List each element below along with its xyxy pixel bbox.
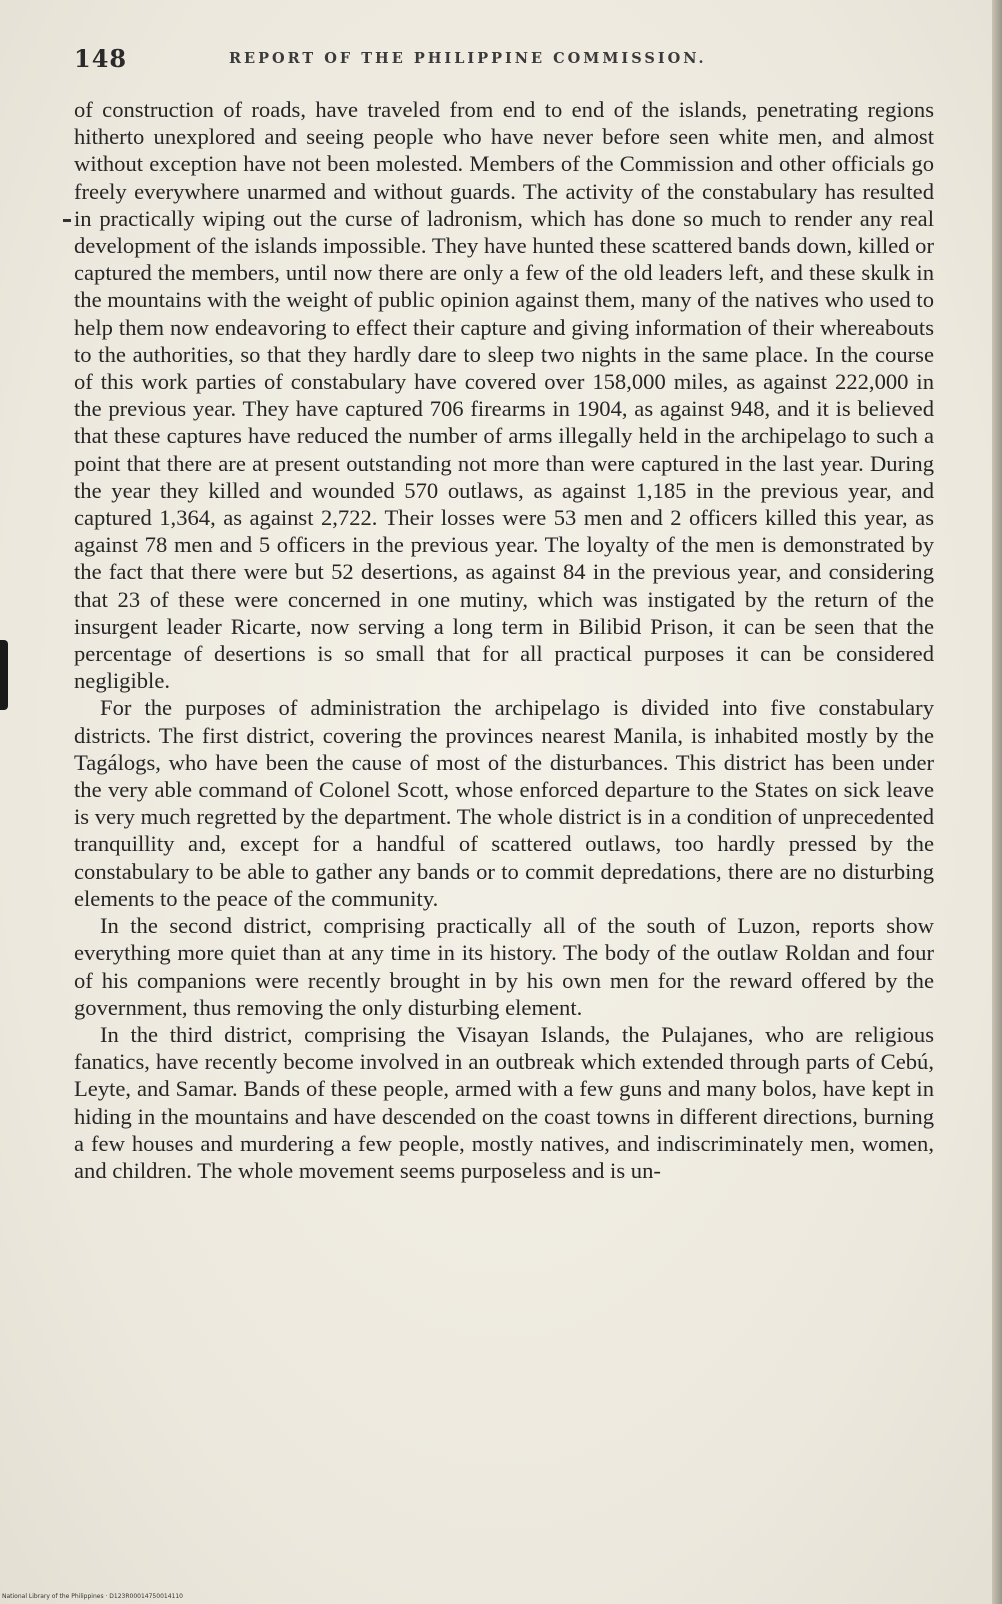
- body-text: [74, 96, 934, 1184]
- paragraph: of construction of roads, have traveled from end to end of the islands, penetrating regions hitherto unexplored and seeing people who have never before seen white men, and almost without exception have not been molested. Members of the Commission and other officials go freely everywhere unarmed and without guards. The activity of the constabulary has resulted in practically wiping out the curse of ladronism, which has done so much to render any real development of the islands impossible. They have hunted these scattered bands down, killed or captured the members, until now there are only a few of the old leaders left, and these skulk in the mountains with the weight of public opinion against them, many of the natives who used to help them now endeavoring to effect their capture and giving information of their whereabouts to the authorities, so that they hardly dare to sleep two nights in the same place. In the course of this work parties of constabulary have covered over 158,000 miles, as against 222,000 in the previous year. They have captured 706 firearms in 1904, as against 948, and it is believed that these captures have reduced the number of arms illegally held in the archipelago to such a point that there are at present outstanding not more than were captured in the last year. During the year they killed and wounded 570 outlaws, as against 1,185 in the previous year, and captured 1,364, as against 2,722. Their losses were 53 men and 2 officers killed this year, as against 78 men and 5 officers in the previous year. The loyalty of the men is demonstrated by the fact that there were but 52 desertions, as against 84 in the previous year, and considering that 23 of these were concerned in one mutiny, which was instigated by the return of the insurgent leader Ricarte, now serving a long term in Bilibid Prison, it can be seen that the percentage of desertions is so small that for all practical purposes it can be considered negligible.: [74, 97, 934, 694]
- scan-credit: National Library of the Philippines · D123R00014750014110: [2, 1593, 183, 1600]
- paragraph: In the second district, comprising practically all of the south of Luzon, reports show everything more quiet than at any time in its history. The body of the outlaw Roldan and four of his companions were recently brought in by his own men for the reward offered by the government, thus removing the only disturbing element.: [74, 913, 934, 1020]
- paragraph: In the third district, comprising the Visayan Islands, the Pulajanes, who are religious fanatics, have recently become involved in an outbreak which extended through parts of Cebú, Leyte, and Samar. Bands of these people, armed with a few guns and many bolos, have kept in hiding in the mountains and have descended on the coast towns in different directions, burning a few houses and murdering a few people, mostly natives, and indiscriminately men, women, and children. The whole movement seems purposeless and is un-: [74, 1021, 934, 1183]
- page-header: [74, 44, 932, 84]
- page-number: 148: [74, 44, 128, 73]
- margin-mark: [63, 219, 71, 222]
- page-edge-shadow: [992, 0, 1002, 1604]
- binding-mark: [0, 640, 8, 710]
- paragraph: For the purposes of administration the archipelago is divided into five constabulary districts. The first district, covering the provinces nearest Manila, is inhabited mostly by the Tagálogs, who have been the cause of most of the disturbances. This district has been under the very able command of Colonel Scott, whose enforced departure to the States on sick leave is very much regretted by the department. The whole district is in a condition of unprecedented tranquillity and, except for a handful of scattered outlaws, too hardly pressed by the constabulary to be able to gather any bands or to commit depredations, there are no disturbing elements to the peace of the community.: [74, 695, 934, 911]
- running-head: REPORT OF THE PHILIPPINE COMMISSION.: [229, 50, 707, 67]
